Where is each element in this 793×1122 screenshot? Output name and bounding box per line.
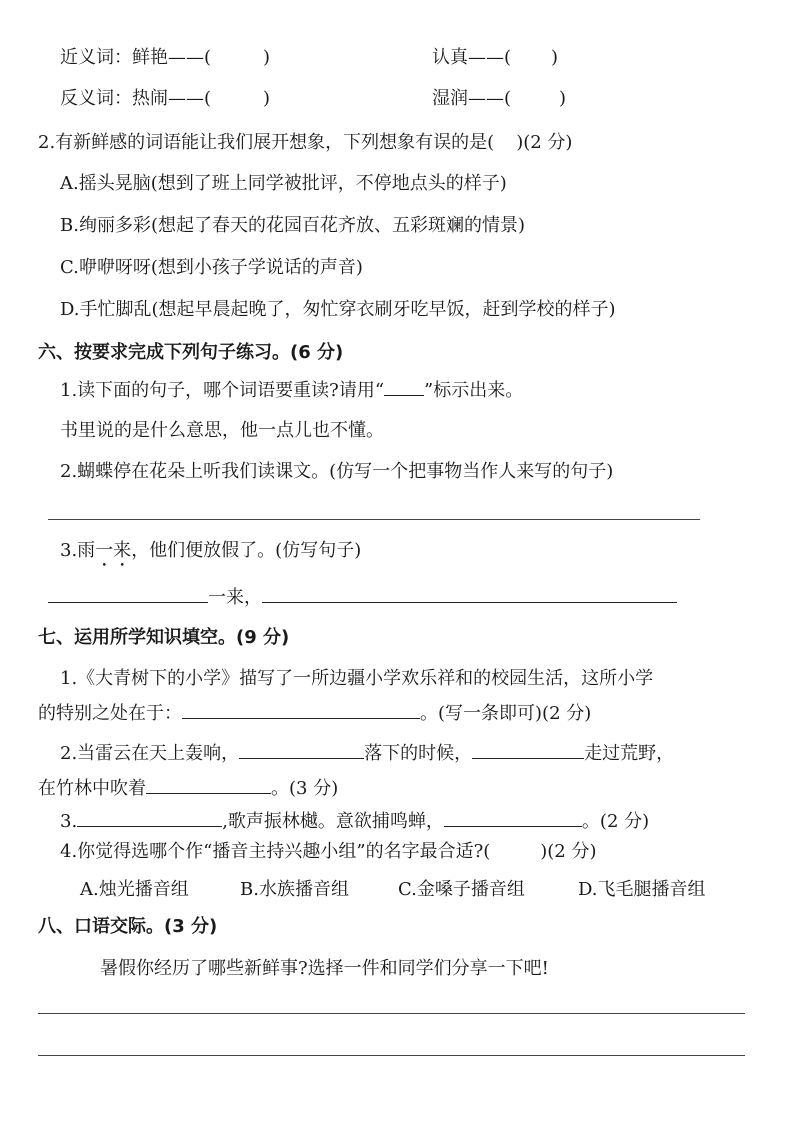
question-text: 2.当雷云在天上轰响， <box>60 743 240 764</box>
fill-blank[interactable] <box>182 700 420 719</box>
s7-question-3 <box>60 808 649 834</box>
paren-close: ) <box>263 88 271 109</box>
fill-text: 一来， <box>208 587 262 608</box>
paren-close: ) <box>263 47 271 68</box>
antonym-row <box>60 87 270 111</box>
question-2-stem <box>38 131 572 155</box>
s7-question-2-line1 <box>60 740 674 766</box>
question-text: 1.读下面的句子，哪个词语要重读?请用“ <box>60 380 385 401</box>
answer-line[interactable] <box>38 1013 745 1014</box>
question-text: ,歌声振林樾。意欲捕鸣蝉， <box>222 811 444 832</box>
option-d: D.飞毛腿播音组 <box>578 879 706 900</box>
section-7-title: 七、运用所学知识填空。(9 分) <box>38 627 290 648</box>
synonym2-label: 认真——( <box>432 47 512 68</box>
s6-question-1 <box>60 377 523 403</box>
fill-blank[interactable] <box>77 808 222 827</box>
question-text: 3.雨 <box>60 540 96 561</box>
s7-question-2-line2 <box>38 775 338 801</box>
answer-line[interactable] <box>38 1055 745 1056</box>
s6-sentence: 书里说的是什么意思，他一点儿也不懂。 <box>60 420 384 441</box>
question-text: 2.有新鲜感的词语能让我们展开想象，下列想象有误的是( <box>38 132 495 153</box>
fill-blank[interactable] <box>146 775 271 794</box>
question-text: 走过荒野， <box>584 743 675 764</box>
s6-q3-fill-row <box>48 584 677 610</box>
synonym-row <box>60 46 270 70</box>
underline-sample <box>384 377 424 396</box>
fill-blank[interactable] <box>472 740 584 759</box>
question-text: 的特别之处在于： <box>38 703 182 724</box>
answer-line[interactable] <box>48 519 700 520</box>
synonym-label: 近义词：鲜艳——( <box>60 47 212 68</box>
option-a: A.烛光播音组 <box>80 879 189 900</box>
synonym-row-2 <box>432 46 558 70</box>
fill-blank[interactable] <box>444 808 582 827</box>
fill-blank[interactable] <box>262 584 677 603</box>
option-b: B.绚丽多彩(想起了春天的花园百花齐放、五彩斑斓的情景) <box>60 215 525 236</box>
fill-blank[interactable] <box>48 584 208 603</box>
antonym-label: 反义词：热闹——( <box>60 88 212 109</box>
s7-q4-options <box>80 878 706 902</box>
question-text: 在竹林中吹着 <box>38 778 146 799</box>
question-text-tail: 。(2 分) <box>581 811 650 832</box>
score: )(2 分) <box>540 841 597 862</box>
score: )(2 分) <box>516 132 573 153</box>
antonym2-label: 湿润——( <box>432 88 512 109</box>
fill-blank[interactable] <box>239 740 364 759</box>
option-d: D.手忙脚乱(想起早晨起晚了，匆忙穿衣刷牙吃早饭，赶到学校的样子) <box>60 299 616 320</box>
antonym-row-2 <box>432 87 566 111</box>
s8-prompt: 暑假你经历了哪些新鲜事?选择一件和同学们分享一下吧! <box>100 958 549 979</box>
section-6-title: 六、按要求完成下列句子练习。(6 分) <box>38 342 344 363</box>
s7-question-4 <box>60 840 597 864</box>
question-text: 落下的时候， <box>364 743 473 764</box>
question-text-tail: ，他们便放假了。(仿写句子) <box>131 540 362 561</box>
option-a: A.摇头晃脑(想到了班上同学被批评，不停地点头的样子) <box>60 173 507 194</box>
option-b: B.水族播音组 <box>240 879 349 900</box>
paren-close: ) <box>551 47 559 68</box>
question-text: 4.你觉得选哪个作“播音主持兴趣小组”的名字最合适?( <box>60 841 491 862</box>
s7-question-1-line2 <box>38 700 591 726</box>
emphasized-words: 一来 <box>95 540 132 561</box>
s6-question-2: 2.蝴蝶停在花朵上听我们读课文。(仿写一个把事物当作人来写的句子) <box>60 461 614 482</box>
s7-question-1-line1: 1.《大青树下的小学》描写了一所边疆小学欢乐祥和的校园生活，这所小学 <box>60 668 654 689</box>
question-text-tail: 。(3 分) <box>271 778 339 799</box>
section-8-title: 八、口语交际。(3 分) <box>38 916 218 937</box>
option-c: C.金嗓子播音组 <box>398 879 525 900</box>
option-c: C.咿咿呀呀(想到小孩子学说话的声音) <box>60 257 363 278</box>
question-text-tail: 。(写一条即可)(2 分) <box>420 703 592 724</box>
question-text-tail: ”标示出来。 <box>424 380 524 401</box>
paren-close: ) <box>559 88 567 109</box>
question-number: 3. <box>60 811 78 832</box>
s6-question-3 <box>60 539 361 571</box>
